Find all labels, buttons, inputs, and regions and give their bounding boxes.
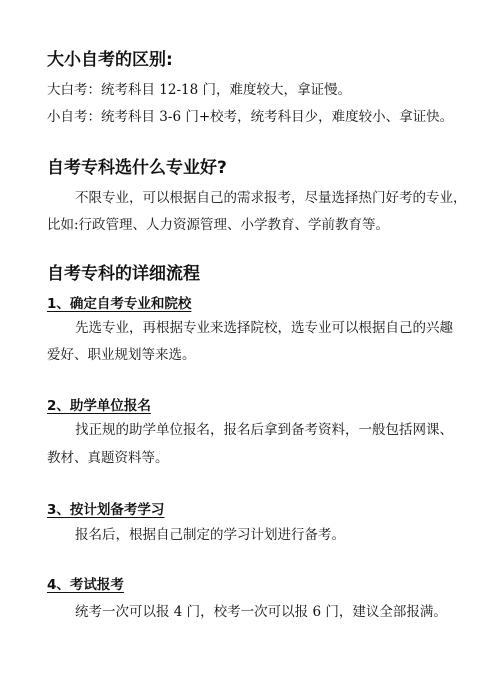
step-3-title: 3、按计划备考学习 (47, 502, 165, 518)
step-2-line-1: 找正规的助学单位报名，报名后拿到备考资料，一般包括网课、 (75, 422, 453, 438)
step-1-title: 1、确定自考专业和院校 (47, 296, 192, 312)
step-1-line-2: 爱好、职业规划等来选。 (47, 347, 196, 363)
step-2-title: 2、助学单位报名 (47, 398, 151, 414)
step-4-title: 4、考试报考 (47, 577, 124, 593)
paragraph-major-line-2: 比如:行政管理、人力资源管理、小学教育、学前教育等。 (47, 217, 390, 233)
step-3-line-1: 报名后，根据自己制定的学习计划进行备考。 (75, 527, 345, 543)
step-2-line-2: 教材、真题资料等。 (47, 450, 169, 466)
heading-major-choice: 自考专科选什么专业好? (47, 158, 227, 178)
step-4-line-1: 统考一次可以报 4 门，校考一次可以报 6 门，建议全部报满。 (75, 604, 447, 620)
step-1-line-1: 先选专业，再根据专业来选择院校，选专业可以根据自己的兴趣 (75, 320, 453, 336)
text-big-self-exam: 大白考：统考科目 12-18 门，难度较大，拿证慢。 (47, 82, 351, 98)
heading-process: 自考专科的详细流程 (47, 264, 200, 284)
paragraph-major-line-1: 不限专业，可以根据自己的需求报考，尽量选择热门好考的专业， (75, 190, 467, 206)
heading-difference: 大小自考的区别: (47, 50, 173, 70)
text-small-self-exam: 小自考：统考科目 3-6 门+校考，统考科目少，难度较小、拿证快。 (47, 109, 454, 125)
